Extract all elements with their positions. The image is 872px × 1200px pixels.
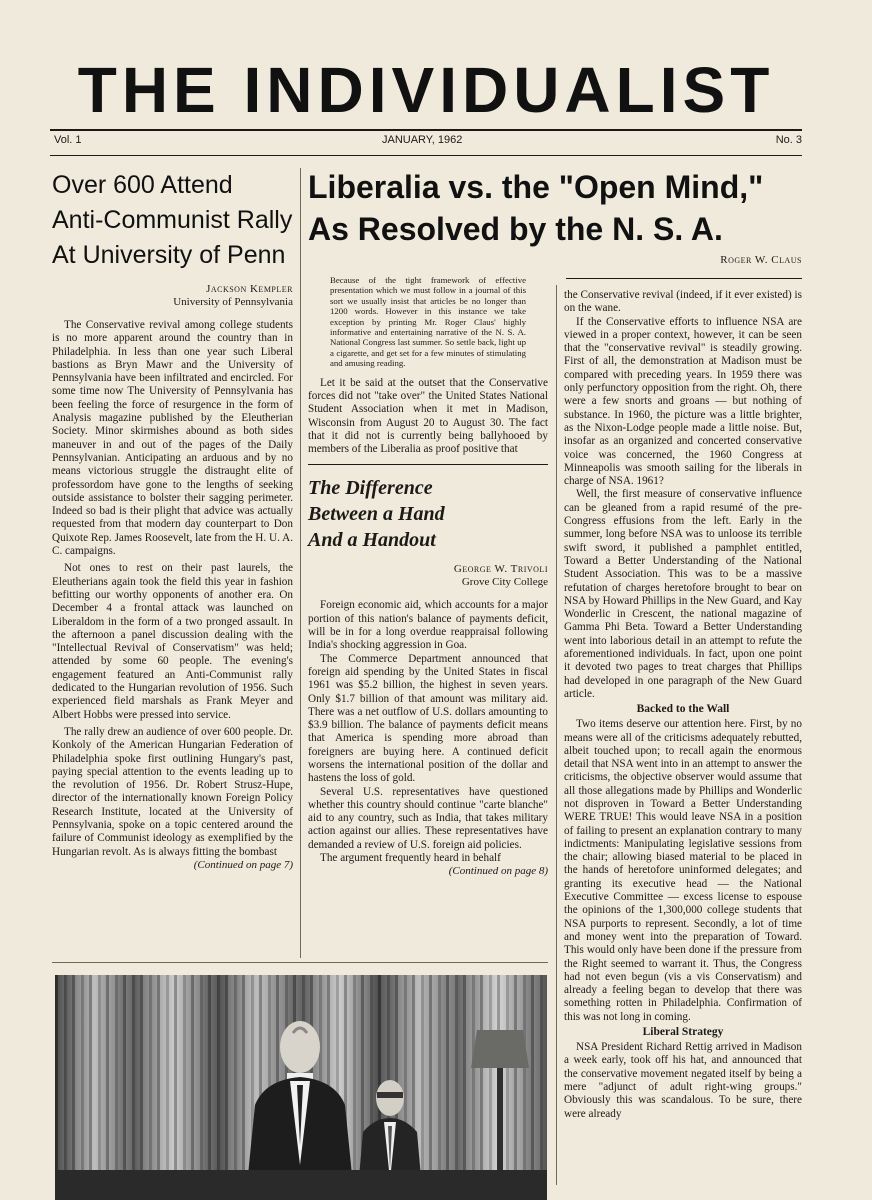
subhead-backed-to-wall: Backed to the Wall (636, 703, 730, 716)
left-headline-line3: At University of Penn (52, 241, 286, 269)
right-paragraph: Well, the first measure of conservative influence can be gleaned from a rapid resumé of the pre-Congress effusions from the left. Early in the summer, long before NSA was to unloose its terrible swift sword, it published a pamphlet entitled, Toward a Better Understanding of the National Student Association. This was to be a massive refutation of charges heretofore brought to bear on NSA by Howard Phillips in the New Guard, and Kay Wonderlic in Crescent, the national magazine of Gamma Phi Beta. Toward a Better Understanding went into laborious detail in an attempt to refute the aforementioned individuals. In fact, upon one point it devoted two pages to treat charges that Phillips had developed in one paragraph of the New Guard article. (564, 488, 802, 700)
photo-top-rule (52, 962, 548, 963)
left-article (52, 168, 293, 872)
middle-column (308, 275, 548, 878)
left-affiliation: University of Pennsylvania (173, 296, 293, 308)
left-paragraph: Not ones to rest on their past laurels, the Eleutherians again took the field this year in fashion befitting our worthy opponents of another era. On December 4 a frontal attack was launched on Liberaldom in the form of a two pronged assault. In the afternoon a panel discussion dealing with the "Intellectual Revival of Conservatism" was held; attended by some 60 people. The evening's engagement featured an Anti-Communist rally dedicated to the Hungarian revolution of 1956. Such experienced field marshals as Frank Meyer and Albert Hobbs were pressed into service. (52, 562, 293, 721)
middle-byline (308, 563, 548, 589)
column-rule (556, 285, 557, 1185)
middle-body (308, 599, 548, 865)
masthead-rule-top (50, 129, 802, 131)
middle-paragraph: The argument frequently heard in behalf (320, 852, 501, 865)
main-headline-line1: Liberalia vs. the "Open Mind," (308, 169, 764, 205)
main-byline-rule (566, 278, 802, 279)
middle-paragraph: Several U.S. representatives have questioned whether this country should continue "carte blanche" aid to any country, such as India, that takes military action against our allies. These representatives have demanded a review of U.S. foreign aid policies. (308, 785, 548, 851)
left-byline (52, 283, 293, 309)
left-paragraph: The Conservative revival among college students is no more apparent around the country than in Philadelphia. In less than one year such Liberal bastions as Bryn Mawr and the University of Pennsylvania have been infiltrated and encircled. For some time now The University of Pennsylvania has been feeling the force of resurgence in the form of Analysis magazine published by the Eleutherian Society. Minor skirmishes abound as both sides maneuver in and out of the pages of the Daily Pennsylvanian. Anticipating an arduous and by no means victorious struggle the distraught elite of professordom have gone to the lengths of seeking outside assistance to bolster their sagging perimeter. Indeed so bad is their plight that advice was actually requested from that modern day counterpart to Don Quixote Rep. James Roosevelt, late from the H. U. A. C. campaigns. (52, 319, 293, 558)
right-paragraph: Two items deserve our attention here. First, by no means were all of the criticisms adequately rebutted, albeit touched upon; to recall again the enormous detail that NSA went into in an attempt to answer the criticisms, the objective observer would assume that all those allegations made by Phillips and Wonderlic not disproven in Toward a Better Understanding WERE TRUE! This would leave NSA in a position of failing to present an explanation contrary to many indictments: Manipulating legislative sessions from the chair; allowing biased material to be placed in the hands of heretofore uninformed delegates; and granting its executive head — the National Executive Committee — excess license to espouse the opinions of the 1,300,000 college students that NSA purports to represent. Secondly, a lot of time and money went into the preparation of Toward. This would only have been done if the pressure from the Right seemed to warrant it. Thus, the Congress had not even begun (vis a vis Conservatism) and already a feeling began to develop that there was something rotten in Philadelphia. Confirmation of this was not long in coming. (564, 718, 802, 1023)
left-author: Jackson Kempler (206, 283, 293, 295)
main-author: Roger W. Claus (720, 254, 802, 266)
left-paragraph: The rally drew an audience of over 600 people. Dr. Konkoly of the American Hungarian Federation of Philadelphia spoke first outlining Hungary's past, paying special attention to the events leading up to the revolution of 1956. Dr. Robert Strusz-Hupe, director of the internationally known Foreign Policy Research Institute, located at the University of Pennsylvania, spoke on a topic centered around the failure of Communist ideology as exemplified by the Hungarian revolt. As is always fitting the bombast (52, 725, 293, 858)
left-headline (52, 168, 293, 273)
volume-label: Vol. 1 (54, 134, 82, 146)
subhead-liberal-strategy: Liberal Strategy (642, 1026, 724, 1039)
middle-paragraph: Foreign economic aid, which accounts for a major portion of this nation's balance of payments deficit, will be in for a long overdue reappraisal following India's shocking aggression in Goa. (308, 599, 548, 652)
section-rule (308, 464, 548, 465)
middle-headline (308, 475, 548, 553)
middle-continued: (Continued on page 8) (448, 865, 548, 878)
main-intro-paragraph: Let it be said at the outset that the Conservative forces did not "take over" the United States National Student Association when it met in Madison, Wisconsin from August 20 to August 30. The fact that it did not is currently being ballyhooed by members of the Liberalia as proof positive that (308, 376, 548, 456)
middle-author: George W. Trivoli (453, 563, 548, 576)
right-paragraph: If the Conservative efforts to influence NSA are viewed in a proper context, however, it can be seen that the "conservative revival" is steadily growing. First of all, the demonstration at Madison must be compared with preceding years. In 1959 there was only perfunctory opposition from the right. Oh, there were a few snorts and groans — but nothing of substance. In 1960, the picture was a little brighter, as the Nixon-Lodge people made a little noise. But, insofar as an organized and concerted conservative voice was concerned, the 1960 Congress at Minneapolis was smooth sailing for the liberals in charge of NSA. 1961? (564, 315, 802, 488)
table-edge (55, 1170, 547, 1200)
issue-line (52, 134, 802, 152)
main-headline-line2: As Resolved by the N. S. A. (308, 211, 723, 247)
editor-note: Because of the tight framework of effective presentation which we must follow in a journal of this sort we usually insist that articles be no longer than 1200 words. However in this instance we take exception by printing Mr. Roger Claus' highly informative and entertaining narrative of the N. S. A. National Congress last summer. So settle back, light up a cigarette, and get set for a few minutes of stimulating and amusing reading. (330, 275, 526, 369)
right-paragraph: NSA President Richard Rettig arrived in Madison a week early, took off his hat, and announced that the conservative movement negated itself by being a mere "adjunct of adult right-wing groups." Obviously this was scandalous. To be sure, there were already (564, 1041, 802, 1120)
middle-headline-line2: Between a Hand (308, 503, 445, 526)
issue-number: No. 3 (775, 134, 802, 146)
right-column (564, 289, 802, 1121)
left-headline-line1: Over 600 Attend (52, 171, 233, 199)
main-headline (308, 166, 802, 267)
left-headline-line2: Anti-Communist Rally (52, 206, 293, 234)
column-rule (300, 168, 301, 958)
main-intro (308, 377, 548, 457)
issue-date: JANUARY, 1962 (382, 134, 463, 146)
rally-photo (55, 975, 547, 1200)
masthead-title: THE INDIVIDUALIST (77, 54, 775, 126)
middle-headline-line1: The Difference (308, 477, 433, 500)
masthead-rule-bottom (50, 155, 802, 156)
middle-headline-line3: And a Handout (308, 529, 436, 552)
right-paragraph: the Conservative revival (indeed, if it ever existed) is on the wane. (564, 289, 802, 315)
left-body (52, 319, 293, 859)
middle-paragraph: The Commerce Department announced that foreign aid spending by the United States in fiscal 1961 was $5.2 billion, the highest in seven years. Only $1.7 billion of that amount was military aid. There was a net outflow of U.S. dollars amounting to $3.9 billion. The balance of payments deficit means that America is spending more abroad than foreigners are buying here. A continued deficit worsens the international position of the dollar and hastens the loss of gold. (308, 652, 548, 785)
left-continued: (Continued on page 7) (193, 858, 293, 871)
middle-affiliation: Grove City College (461, 576, 548, 589)
